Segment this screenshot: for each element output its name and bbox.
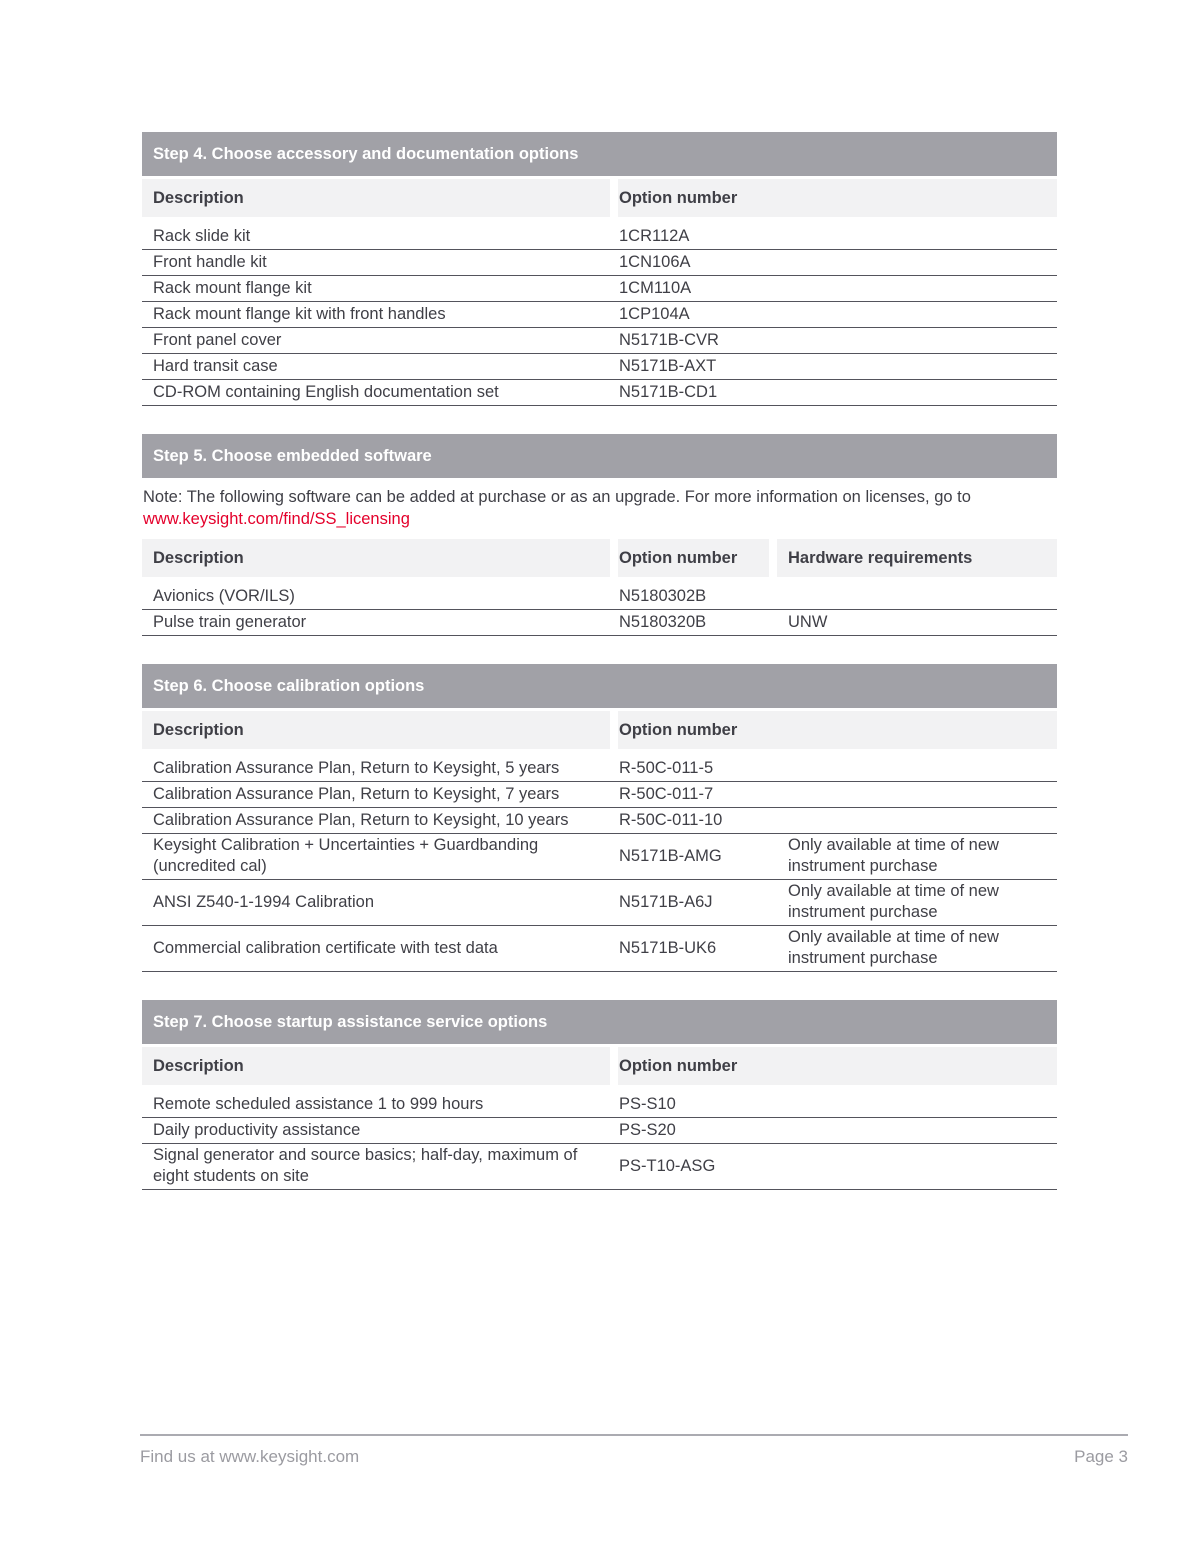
page-footer — [140, 1434, 1128, 1467]
cell-description: Calibration Assurance Plan, Return to Keysight, 10 years — [153, 810, 569, 829]
cell-description: Remote scheduled assistance 1 to 999 hours — [153, 1094, 484, 1113]
cell-description: Front panel cover — [153, 330, 282, 349]
table-row — [142, 834, 1057, 880]
cell-option-number: 1CM110A — [619, 278, 692, 297]
footer-find-us-text: Find us at www.keysight.com — [140, 1447, 360, 1466]
section-step-4-title-bar — [142, 132, 1057, 176]
cell-description: ANSI Z540-1-1994 Calibration — [153, 892, 375, 911]
cell-hardware-requirements: UNW — [788, 612, 828, 631]
cell-option-number: N5171B-UK6 — [619, 938, 717, 957]
cell-option-number: PS-T10-ASG — [619, 1156, 716, 1175]
cell-option-number: 1CP104A — [619, 304, 690, 323]
cell-option-number: 1CR112A — [619, 226, 690, 245]
section-step-5-title-bar — [142, 434, 1057, 478]
cell-description: CD-ROM containing English documentation set — [153, 382, 499, 401]
cell-hardware-requirements: Only available at time of new instrument purchase — [788, 928, 999, 967]
table-row — [142, 380, 1057, 406]
section-step-7-title: Step 7. Choose startup assistance service options — [153, 1012, 548, 1031]
cell-description: Rack slide kit — [153, 226, 251, 245]
cell-option-number: 1CN106A — [619, 252, 691, 271]
page-content — [142, 132, 1057, 1218]
cell-description: Keysight Calibration + Uncertainties + Guardbanding (uncredited cal) — [153, 836, 539, 875]
column-header-option-number: Option number — [618, 539, 769, 577]
section-step-5-column-header-row — [142, 539, 1057, 577]
column-header-description: Description — [142, 179, 610, 217]
table-row — [142, 276, 1057, 302]
cell-description: Signal generator and source basics; half-day, maximum of eight students on site — [153, 1146, 578, 1185]
column-header-description: Description — [142, 711, 610, 749]
section-step-4 — [142, 132, 1057, 406]
section-step-7-table-body — [142, 1092, 1057, 1190]
embedded-software-note — [143, 486, 1057, 530]
ss-licensing-link[interactable]: www.keysight.com/find/SS_licensing — [143, 510, 410, 528]
table-row — [142, 610, 1057, 636]
table-row — [142, 354, 1057, 380]
section-step-4-title: Step 4. Choose accessory and documentation options — [153, 144, 579, 163]
table-row — [142, 584, 1057, 610]
cell-option-number: N5171B-CVR — [619, 330, 719, 349]
cell-hardware-requirements: Only available at time of new instrument purchase — [788, 882, 999, 921]
table-row — [142, 1144, 1057, 1190]
table-row — [142, 328, 1057, 354]
table-row — [142, 756, 1057, 782]
section-step-7-title-bar — [142, 1000, 1057, 1044]
column-header-option-number: Option number — [618, 1047, 1057, 1085]
cell-option-number: PS-S20 — [619, 1120, 676, 1139]
cell-description: Front handle kit — [153, 252, 267, 271]
section-step-7-column-header-row — [142, 1047, 1057, 1085]
table-row — [142, 250, 1057, 276]
cell-description: Calibration Assurance Plan, Return to Keysight, 5 years — [153, 758, 560, 777]
section-step-5 — [142, 434, 1057, 636]
section-step-6-column-header-row — [142, 711, 1057, 749]
cell-option-number: N5180302B — [619, 586, 707, 605]
section-step-6 — [142, 664, 1057, 972]
cell-option-number: N5171B-CD1 — [619, 382, 718, 401]
cell-description: Daily productivity assistance — [153, 1120, 361, 1139]
table-row — [142, 224, 1057, 250]
cell-option-number: N5171B-A6J — [619, 892, 713, 911]
table-row — [142, 1118, 1057, 1144]
cell-option-number: PS-S10 — [619, 1094, 676, 1113]
cell-description: Avionics (VOR/ILS) — [153, 586, 295, 605]
section-step-6-table-body — [142, 756, 1057, 972]
table-row — [142, 926, 1057, 972]
cell-description: Calibration Assurance Plan, Return to Keysight, 7 years — [153, 784, 560, 803]
column-header-description: Description — [142, 539, 610, 577]
section-step-6-title-bar — [142, 664, 1057, 708]
table-row — [142, 880, 1057, 926]
table-row — [142, 782, 1057, 808]
section-step-4-table-body — [142, 224, 1057, 406]
cell-description: Hard transit case — [153, 356, 278, 375]
cell-hardware-requirements: Only available at time of new instrument purchase — [788, 836, 999, 875]
cell-description: Pulse train generator — [153, 612, 307, 631]
column-header-description: Description — [142, 1047, 610, 1085]
section-step-6-title: Step 6. Choose calibration options — [153, 676, 425, 695]
column-header-option-number: Option number — [618, 711, 1057, 749]
column-header-option-number: Option number — [618, 179, 1057, 217]
cell-option-number: N5171B-AMG — [619, 846, 722, 865]
section-step-7 — [142, 1000, 1057, 1190]
section-step-4-column-header-row — [142, 179, 1057, 217]
table-row — [142, 1092, 1057, 1118]
cell-description: Rack mount flange kit — [153, 278, 312, 297]
table-row — [142, 808, 1057, 834]
note-text: Note: The following software can be added at purchase or as an upgrade. For more information on licenses, go to — [143, 488, 971, 506]
column-header-hardware-requirements: Hardware requirements — [777, 539, 1057, 577]
cell-option-number: N5171B-AXT — [619, 356, 717, 375]
cell-option-number: R-50C-011-10 — [619, 810, 723, 829]
cell-option-number: R-50C-011-5 — [619, 758, 714, 777]
cell-option-number: R-50C-011-7 — [619, 784, 714, 803]
footer-page-number: Page 3 — [1074, 1447, 1128, 1466]
section-step-5-title: Step 5. Choose embedded software — [153, 446, 432, 465]
section-step-5-table-body — [142, 584, 1057, 636]
cell-description: Commercial calibration certificate with test data — [153, 938, 498, 957]
cell-description: Rack mount flange kit with front handles — [153, 304, 446, 323]
cell-option-number: N5180320B — [619, 612, 707, 631]
table-row — [142, 302, 1057, 328]
